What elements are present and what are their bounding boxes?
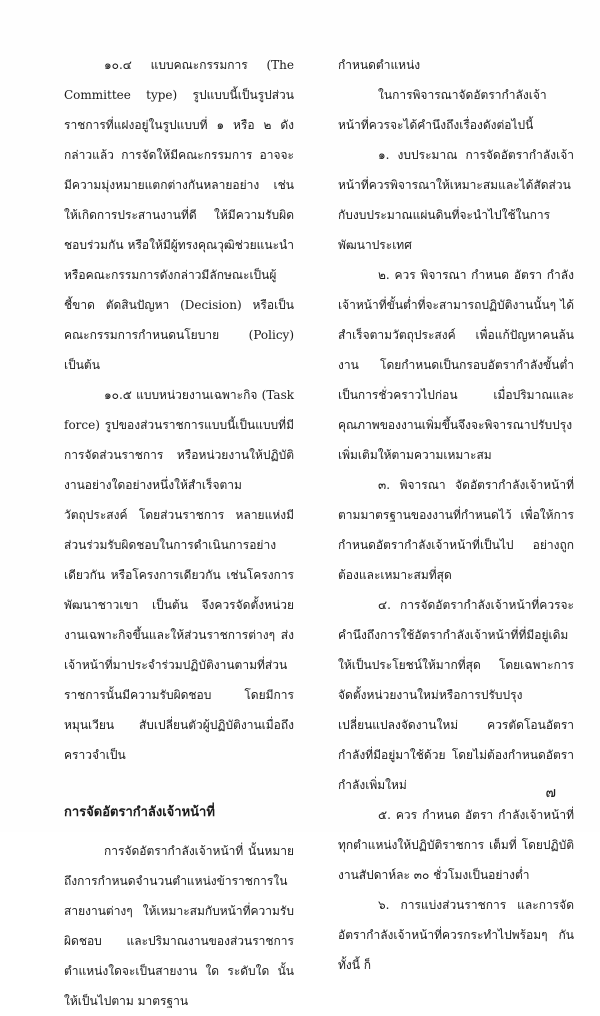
paragraph-committee-type: ๑๐.๔ แบบคณะกรรมการ (The Committee type) รูปแบบนี้เป็นรูปส่วนราชการที่แฝงอยู่ในรูปแบบที่ ๑ หรือ ๒ ดังกล่าวแล้ว การจัดให้มีคณะกรรมการ อาจจะมีความมุ่งหมายแตกต่างกันหลายอย่าง เช่นให้เกิดการประสานงานที่ดี ให้มีความรับผิดชอบร่วมกัน หรือให้มีผู้ทรงคุณวุฒิช่วยแนะนำ หรือคณะกรรมการดังกล่าวมีลักษณะเป็นผู้ชี้ขาด ตัดสินปัญหา (Decision) หรือเป็นคณะกรรมการกำหนดนโยบาย (Policy) เป็นต้น [64, 58, 294, 372]
continuation-line: กำหนดตำแหน่ง [338, 58, 421, 72]
section-heading: การจัดอัตรากำลังเจ้าหน้าที่ [64, 805, 215, 820]
paragraph-staffing: การจัดอัตรากำลังเจ้าหน้าที่ นั้นหมายถึงการกำหนดจำนวนตำแหน่งข้าราชการในสายงานต่างๆ ให้เหมาะสมกับหน้าที่ความรับผิดชอบ และปริมาณงานของส่วนราชการ ตำแหน่งใดจะเป็นสายงาน ใด ระดับใด นั้น ให้เป็นไปตาม มาตรฐาน [64, 844, 294, 1008]
list-item-restructuring: ๖. การแบ่งส่วนราชการ และการจัดอัตรากำลังเจ้าหน้าที่ควรกระทำไปพร้อมๆ กัน ทั้งนี้ ก็ [338, 898, 574, 972]
list-item-existing-staff: ๔. การจัดอัตรากำลังเจ้าหน้าที่ควรจะคำนึงถึงการใช้อัตรากำลังเจ้าหน้าที่ที่มีอยู่เดิมให้เป็นประโยชน์ให้มากที่สุด โดยเฉพาะการจัดตั้งหน่วยงานใหม่หรือการปรับปรุงเปลี่ยนแปลงจัดงานใหม่ ควรตัดโอนอัตรากำลังที่มีอยู่มาใช้ด้วย โดยไม่ต้องกำหนดอัตรากำลังเพิ่มใหม่ [338, 598, 574, 792]
left-column [64, 50, 294, 1016]
list-item-minimum-staffing: ๒. ควร พิจารณา กำหนด อัตรา กำลังเจ้าหน้าที่ขั้นต่ำที่จะสามารถปฏิบัติงานนั้นๆ ได้สำเร็จตามวัตถุประสงค์ เพื่อแก้ปัญหาคนล้นงาน โดยกำหนดเป็นกรอบอัตรากำลังขั้นต่ำเป็นการชั่วคราวไปก่อน เมื่อปริมาณและคุณภาพของงานเพิ่มขึ้นจึงจะพิจารณาปรับปรุงเพิ่มเติมให้ตามความเหมาะสม [338, 268, 574, 462]
list-item-work-standard: ๓. พิจารณา จัดอัตรากำลังเจ้าหน้าที่ ตามมาตรฐานของงานที่กำหนดไว้ เพื่อให้การกำหนดอัตรากำลังเจ้าหน้าที่เป็นไป อย่างถูกต้องและเหมาะสมที่สุด [338, 478, 574, 582]
paragraph-task-force: ๑๐.๕ แบบหน่วยงานเฉพาะกิจ (Task force) รูปของส่วนราชการแบบนี้เป็นแบบที่มีการจัดส่วนราชการ หรือหน่วยงานให้ปฏิบัติงานอย่างใดอย่างหนึ่งให้สำเร็จตามวัตถุประสงค์ โดยส่วนราชการ หลายแห่งมีส่วนร่วมรับผิดชอบในการดำเนินการอย่างเดียวกัน หรือโครงการเดียวกัน เช่นโครงการพัฒนาชาวเขา เป็นต้น จึงควรจัดตั้งหน่วยงานเฉพาะกิจขึ้นและให้ส่วนราชการต่างๆ ส่งเจ้าหน้าที่มาประจำร่วมปฏิบัติงานตามที่ส่วนราชการนั้นมีความรับผิดชอบ โดยมีการหมุนเวียน สับเปลี่ยนตัวผู้ปฏิบัติงานเมื่อถึงคราวจำเป็น [64, 388, 294, 762]
right-column [338, 50, 574, 980]
list-item-budget: ๑. งบประมาณ การจัดอัตรากำลังเจ้าหน้าที่ควรพิจารณาให้เหมาะสมและได้สัดส่วนกับงบประมาณแผ่นดินที่จะนำไปใช้ในการพัฒนาประเทศ [338, 148, 574, 252]
list-item-working-hours: ๕. ควร กำหนด อัตรา กำลังเจ้าหน้าที่ ทุกตำแหน่งให้ปฏิบัติราชการ เต็มที่ โดยปฏิบัติงานสัปดาห์ละ ๓๐ ชั่วโมงเป็นอย่างต่ำ [338, 808, 574, 882]
paragraph-intro: ในการพิจารณาจัดอัตรากำลังเจ้าหน้าที่ควรจะได้คำนึงถึงเรื่องดังต่อไปนี้ [338, 88, 547, 132]
page-number: ๗ [545, 785, 556, 801]
